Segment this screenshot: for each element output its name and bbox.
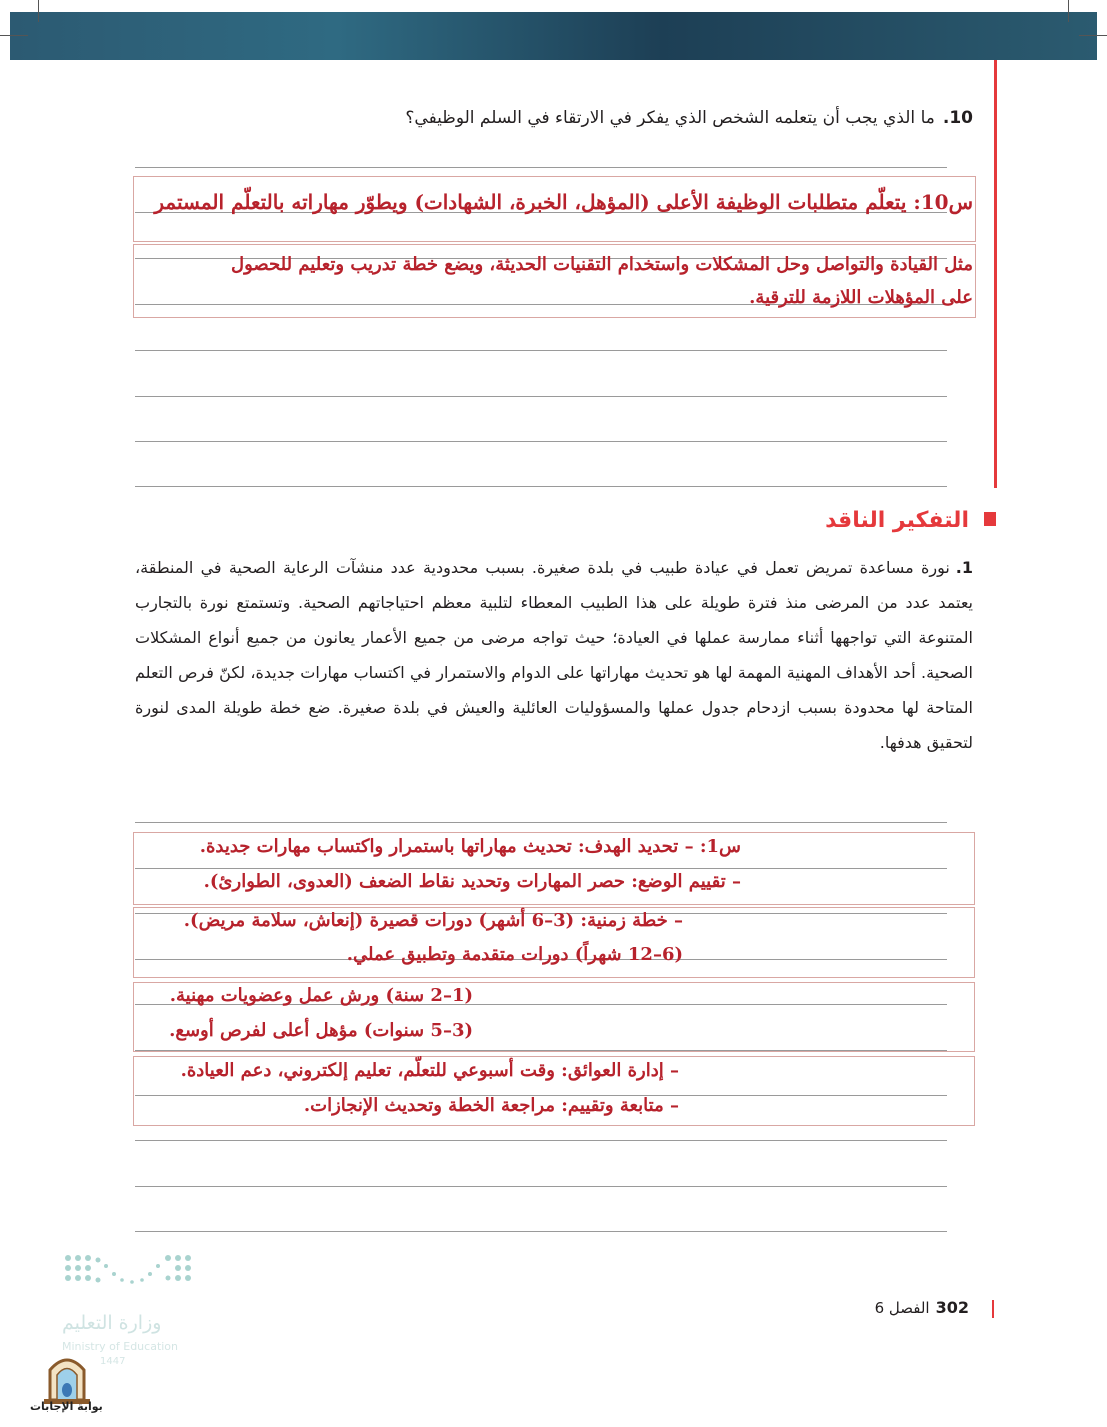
- question-number: 10.: [942, 108, 973, 128]
- chapter-label: الفصل 6: [874, 1299, 930, 1317]
- answer-line: [135, 822, 947, 823]
- footer-rule: [992, 1300, 994, 1318]
- handwritten-answer-line: على المؤهلات اللازمة للترقية.: [749, 287, 973, 308]
- answers-portal-label: بوابة الإجابات: [30, 1400, 103, 1413]
- crop-mark: [0, 35, 28, 36]
- answer-line: [135, 441, 947, 442]
- answer-line: [135, 396, 947, 397]
- crop-mark: [38, 0, 39, 22]
- crop-mark: [1068, 0, 1069, 22]
- question-text: نورة مساعدة تمريض تعمل في عيادة طبيب في بلدة صغيرة. بسبب محدودية عدد منشآت الرعاية الصحية في المنطقة، يعتمد عدد من المرضى منذ فترة طويلة على هذا الطبيب المعطاء لتلبية معظم احتياجاتهم الصحية. وتستمتع نورة بالتجارب المتنوعة التي تواجهها أثناء ممارسة عملها في العيادة؛ حيث تواجه مرضى من جميع الأعمار يعانون من جميع أنواع المشكلات الصحية. أحد الأهداف المهنية المهمة لها هو تحديث مهاراتها على الدوام والاستمرار في اكتساب مهارات جديدة، لكنّ فرص التعلم المتاحة لها محدودة بسبب ازدحام جدول عملها والمسؤوليات العائلية والعيش في بلدة صغيرة. ضع خطة طويلة المدى لنورة لتحقيق هدفها.: [135, 558, 973, 752]
- crop-mark: [1079, 35, 1107, 36]
- page-number: 302: [935, 1298, 969, 1317]
- handwritten-answer-line: – خطة زمنية: (3–6 أشهر) دورات قصيرة (إنعاش، سلامة مريض).: [183, 910, 683, 931]
- question-number: 1.: [955, 558, 973, 577]
- question-text: ما الذي يجب أن يتعلمه الشخص الذي يفكر في الارتقاء في السلم الوظيفي؟: [405, 108, 935, 128]
- handwritten-answer-line: (1–2 سنة) ورش عمل وعضويات مهنية.: [169, 985, 473, 1006]
- handwritten-answer-line: (6–12 شهراً) دورات متقدمة وتطبيق عملي.: [346, 944, 683, 965]
- handwritten-answer-line: مثل القيادة والتواصل وحل المشكلات واستخدام التقنيات الحديثة، ويضع خطة تدريب وتعليم للحصول: [231, 254, 973, 275]
- handwritten-answer-line: (3–5 سنوات) مؤهل أعلى لفرص أوسع.: [169, 1020, 473, 1041]
- answer-line: [135, 1186, 947, 1187]
- critical-question: [135, 550, 973, 760]
- ministry-name-english: Ministry of Education: [62, 1340, 179, 1353]
- handwritten-answer-line: – متابعة وتقييم: مراجعة الخطة وتحديث الإنجازات.: [303, 1095, 679, 1116]
- answer-line: [135, 1231, 947, 1232]
- question-10: [405, 108, 973, 128]
- answer-line: [135, 167, 947, 168]
- margin-rule: [994, 60, 997, 488]
- handwritten-answer-line: س10: يتعلّم متطلبات الوظيفة الأعلى (المؤهل، الخبرة، الشهادات) ويطوّر مهاراته بالتعلّم المستمر: [154, 190, 973, 214]
- answer-line: [135, 486, 947, 487]
- ministry-year: 1447: [100, 1356, 126, 1367]
- answer-line: [135, 1140, 947, 1141]
- section-title: التفكير الناقد: [825, 508, 969, 533]
- handwritten-answer-line: – إدارة العوائق: وقت أسبوعي للتعلّم، تعليم إلكتروني، دعم العيادة.: [180, 1060, 679, 1081]
- section-marker: [984, 512, 996, 526]
- ministry-name-arabic: وزارة التعليم: [62, 1312, 162, 1334]
- page-footer: [875, 1298, 969, 1317]
- answer-line: [135, 350, 947, 351]
- handwritten-answer-line: – تقييم الوضع: حصر المهارات وتحديد نقاط الضعف (العدوى، الطوارئ).: [203, 871, 741, 892]
- handwritten-answer-line: س1: – تحديد الهدف: تحديث مهاراتها باستمرار واكتساب مهارات جديدة.: [199, 836, 741, 857]
- top-banner: [10, 12, 1097, 60]
